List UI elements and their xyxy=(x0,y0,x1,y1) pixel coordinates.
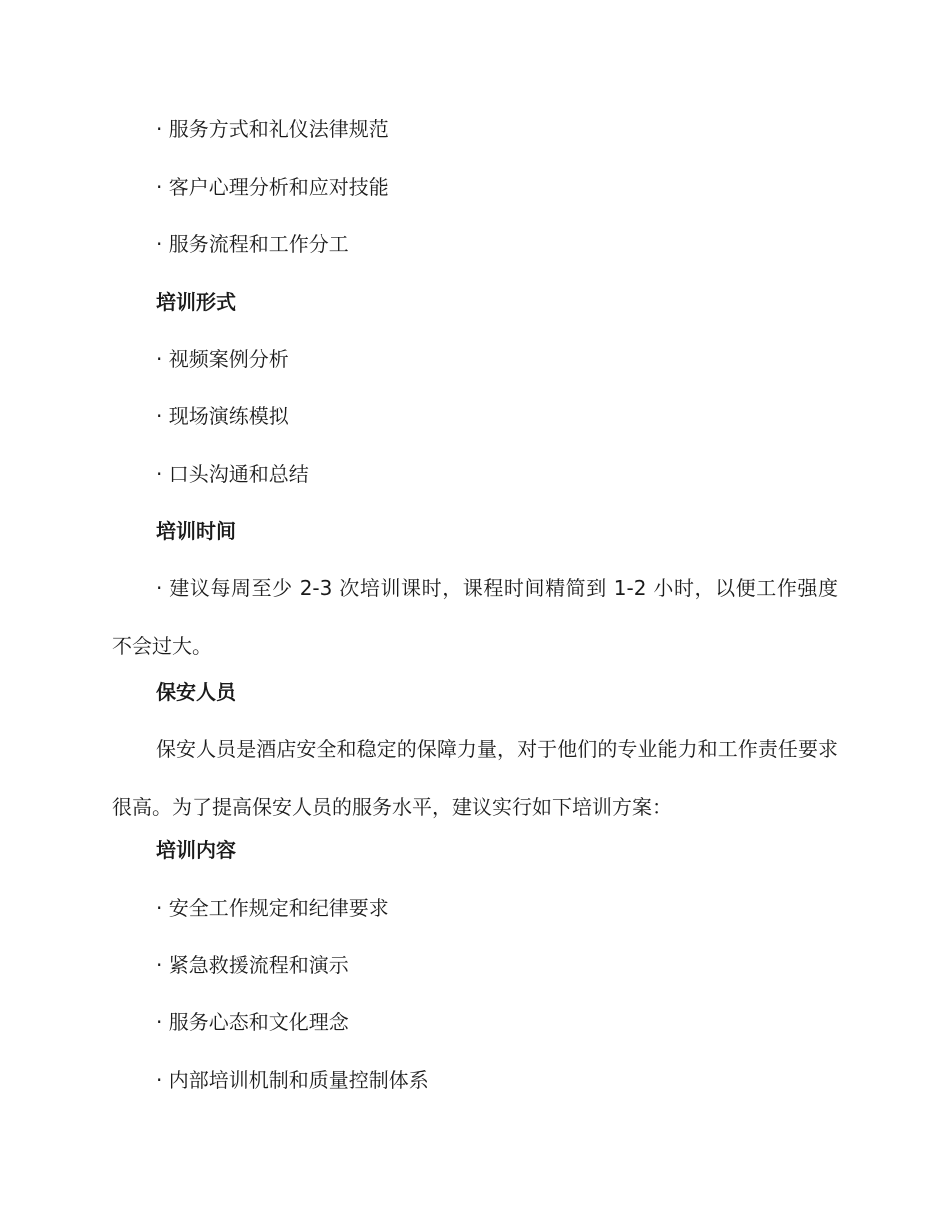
paragraph: 保安人员是酒店安全和稳定的保障力量，对于他们的专业能力和工作责任要求很高。为了提高保安人员的服务水平，建议实行如下培训方案： xyxy=(112,737,838,819)
paragraph: · 建议每周至少 2-3 次培训课时，课程时间精简到 1-2 小时，以便工作强度不会过大。 xyxy=(112,576,838,658)
list-item: · 服务方式和礼仪法律规范 xyxy=(156,117,389,141)
section-heading: 培训形式 xyxy=(156,290,236,314)
list-item: · 安全工作规定和纪律要求 xyxy=(156,896,389,920)
list-item: · 口头沟通和总结 xyxy=(156,462,309,486)
section-heading: 保安人员 xyxy=(156,680,236,704)
list-item: · 视频案例分析 xyxy=(156,347,289,371)
list-item: · 现场演练模拟 xyxy=(156,404,289,428)
list-item: · 客户心理分析和应对技能 xyxy=(156,175,389,199)
list-item: · 紧急救援流程和演示 xyxy=(156,953,349,977)
list-item: · 服务流程和工作分工 xyxy=(156,232,349,256)
list-item: · 服务心态和文化理念 xyxy=(156,1010,349,1034)
section-heading: 培训时间 xyxy=(156,519,236,543)
section-heading: 培训内容 xyxy=(156,838,236,862)
list-item: · 内部培训机制和质量控制体系 xyxy=(156,1068,429,1092)
